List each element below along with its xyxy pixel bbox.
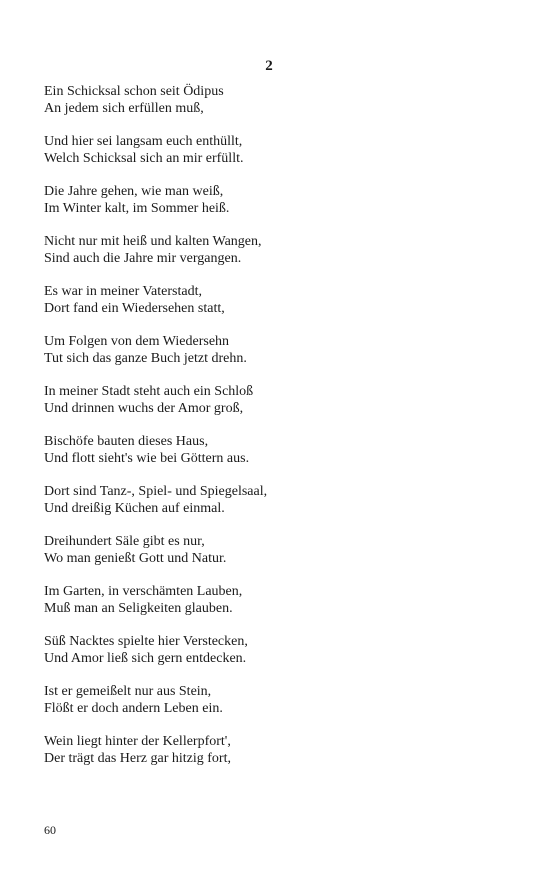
verse-line: Und hier sei langsam euch enthüllt, bbox=[44, 134, 243, 149]
verse-line: Es war in meiner Vaterstadt, bbox=[44, 284, 202, 299]
stanza bbox=[44, 333, 504, 367]
verse-line: Dort fand ein Wiedersehen statt, bbox=[44, 301, 225, 316]
page-number: 60 bbox=[44, 823, 56, 837]
section-number: 2 bbox=[265, 58, 273, 74]
verse-line: Der trägt das Herz gar hitzig fort, bbox=[44, 751, 231, 766]
stanza bbox=[44, 583, 504, 617]
stanza bbox=[44, 233, 504, 267]
verse-line: Und drinnen wuchs der Amor groß, bbox=[44, 401, 244, 416]
verse-line: Dort sind Tanz-, Spiel- und Spiegelsaal, bbox=[44, 484, 268, 499]
verse-line: Und Amor ließ sich gern entdecken. bbox=[44, 651, 247, 666]
verse-line: Und flott sieht's wie bei Göttern aus. bbox=[44, 451, 250, 466]
verse-line: Wo man genießt Gott und Natur. bbox=[44, 551, 227, 566]
verse-line: Wein liegt hinter der Kellerpfort', bbox=[44, 734, 231, 749]
stanza bbox=[44, 433, 504, 467]
stanza bbox=[44, 483, 504, 517]
verse-line: Im Garten, in verschämten Lauben, bbox=[44, 584, 243, 599]
verse-line: Und dreißig Küchen auf einmal. bbox=[44, 501, 225, 516]
verse-line: Die Jahre gehen, wie man weiß, bbox=[44, 184, 224, 199]
verse-line: Süß Nacktes spielte hier Verstecken, bbox=[44, 634, 248, 649]
stanza bbox=[44, 683, 504, 717]
verse-line: Im Winter kalt, im Sommer heiß. bbox=[44, 201, 230, 216]
stanza bbox=[44, 383, 504, 417]
verse-line: In meiner Stadt steht auch ein Schloß bbox=[44, 384, 254, 399]
verse-line: Um Folgen von dem Wiedersehn bbox=[44, 334, 230, 349]
verse-line: Muß man an Seligkeiten glauben. bbox=[44, 601, 233, 616]
verse-line: Flößt er doch andern Leben ein. bbox=[44, 701, 223, 716]
stanza bbox=[44, 183, 504, 217]
verse-line: Ein Schicksal schon seit Ödipus bbox=[44, 84, 224, 99]
verse-line: Ist er gemeißelt nur aus Stein, bbox=[44, 684, 212, 699]
stanza bbox=[44, 733, 504, 767]
verse-line: Bischöfe bauten dieses Haus, bbox=[44, 434, 209, 449]
verse-line: Nicht nur mit heiß und kalten Wangen, bbox=[44, 234, 262, 249]
verse-line: An jedem sich erfüllen muß, bbox=[44, 101, 204, 116]
verse-line: Sind auch die Jahre mir vergangen. bbox=[44, 251, 242, 266]
verse-line: Tut sich das ganze Buch jetzt drehn. bbox=[44, 351, 247, 366]
stanza bbox=[44, 283, 504, 317]
stanza bbox=[44, 133, 504, 167]
verse-line: Welch Schicksal sich an mir erfüllt. bbox=[44, 151, 244, 166]
poem-body bbox=[44, 83, 504, 783]
stanza bbox=[44, 533, 504, 567]
stanza bbox=[44, 633, 504, 667]
stanza bbox=[44, 83, 504, 117]
verse-line: Dreihundert Säle gibt es nur, bbox=[44, 534, 205, 549]
